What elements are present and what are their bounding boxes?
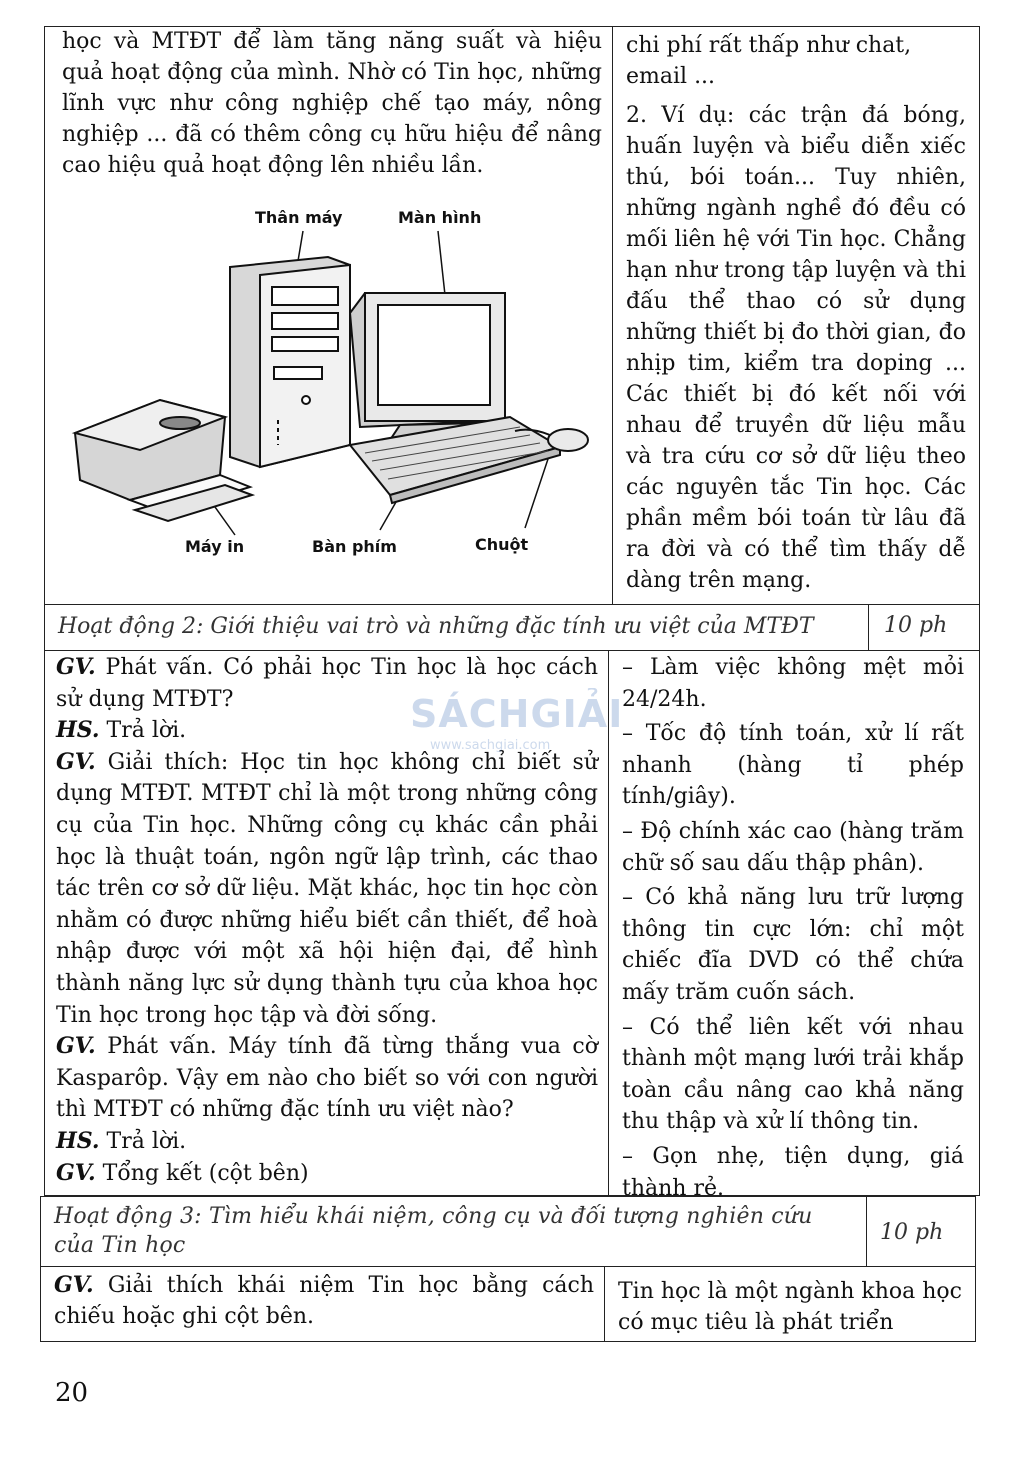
dialogue-line xyxy=(56,1158,598,1190)
feature-item: – Có thể liên kết với nhau thành một mạng lưới trải khắp toàn cầu nâng cao khả năng thu thập và xử lí thông tin. xyxy=(622,1014,964,1135)
watermark xyxy=(410,692,624,753)
row-divider-activity2-bottom xyxy=(44,650,980,651)
activity2-duration: 10 ph xyxy=(884,613,948,638)
activity3-left-column xyxy=(54,1270,594,1332)
watermark-brand: SÁCHGIẢI xyxy=(410,692,624,736)
speaker: HS. xyxy=(56,1127,100,1154)
row-divider-activity3 xyxy=(40,1266,976,1267)
dialogue-text: Trả lời. xyxy=(99,718,187,744)
activity2-title: Hoạt động 2: Giới thiệu vai trò và những đặc tính ưu việt của MTĐT xyxy=(58,614,814,639)
duration-divider-activity3 xyxy=(866,1196,867,1266)
right-text-1: chi phí rất thấp như chat, email ... xyxy=(626,33,912,89)
row-divider-activity2-top xyxy=(44,604,980,605)
watermark-url: www.sachgiai.com xyxy=(430,738,551,753)
right-text-2: 2. Ví dụ: các trận đá bóng, huấn luyện và biểu diễn xiếc thú, bói toán... Tuy nhiên, những ngành nghề đó đều có mối liên hệ với Tin học. Chẳng hạn như trong tập luyện và thi đấu thể thao có sử dụng những thiết bị đo thời gian, đo nhịp tim, kiểm tra doping ... Các thiết bị đó kết nối với nhau để truyền dữ liệu mẫu và tra cứu cơ sở dữ liệu theo các nguyên tắc Tin học. Các phần mềm bói toán từ lâu đã ra đời và có thể tìm thấy dễ dàng trên mạng. xyxy=(626,103,966,593)
dialogue-line xyxy=(56,1126,598,1158)
printer-icon xyxy=(75,400,252,521)
dialogue-text: Phát vấn. Có phải học Tin học là học cách sử dụng MTĐT? xyxy=(56,655,598,712)
feature-item: – Có khả năng lưu trữ lượng thông tin cực lớn: chỉ một chiếc đĩa DVD có thể chứa mấy trăm cuốn sách. xyxy=(622,885,964,1005)
label-printer: Máy in xyxy=(185,537,245,556)
top-right-paragraph xyxy=(626,30,966,596)
label-case: Thân máy xyxy=(255,208,343,227)
activity3-duration: 10 ph xyxy=(880,1220,944,1245)
feature-item: – Độ chính xác cao (hàng trăm chữ số sau dấu thập phân). xyxy=(622,818,964,876)
computer-system-figure xyxy=(60,195,600,595)
label-monitor: Màn hình xyxy=(398,208,482,227)
speaker: GV. xyxy=(56,1033,96,1060)
label-keyboard: Bàn phím xyxy=(312,537,397,556)
definition-text: Tin học là một ngành khoa học có mục tiêu là phát triển xyxy=(618,1279,962,1335)
dialogue-text: Phát vấn. Máy tính đã từng thắng vua cờ Kasparôp. Vậy em nào cho biết so với con người thì MTĐT có những đặc tính ưu việt nào? xyxy=(56,1034,598,1123)
dialogue-text: Giải thích khái niệm Tin học bằng cách chiếu hoặc ghi cột bên. xyxy=(54,1273,594,1329)
speaker: GV. xyxy=(56,1159,96,1186)
monitor-icon xyxy=(350,293,505,440)
dialogue-line xyxy=(56,1031,598,1126)
speaker: GV. xyxy=(56,654,96,680)
intro-text: học và MTĐT để làm tăng năng suất và hiệu quả hoạt động của mình. Nhờ có Tin học, những lĩnh vực như công nghiệp chế tạo máy, nông nghiệp ... đã có thêm công cụ hữu hiệu để nâng cao hiệu quả hoạt động lên nhiều lần. xyxy=(62,29,602,178)
dialogue-text: Tổng kết (cột bên) xyxy=(95,1160,309,1186)
dialogue-text: Trả lời. xyxy=(99,1128,187,1154)
feature-item: – Gọn nhẹ, tiện dụng, giá thành rẻ. xyxy=(622,1143,964,1201)
column-divider-activity3 xyxy=(604,1266,605,1342)
computer-case-icon xyxy=(230,257,350,467)
dialogue-line xyxy=(56,747,598,1031)
column-divider-top xyxy=(612,26,613,604)
duration-divider-activity2 xyxy=(868,604,869,650)
feature-item: – Làm việc không mệt mỏi 24/24h. xyxy=(622,655,964,712)
feature-item: – Tốc độ tính toán, xử lí rất nhanh (hàng tỉ phép tính/giây). xyxy=(622,721,964,810)
speaker: GV. xyxy=(56,748,96,775)
speaker: HS. xyxy=(56,717,100,744)
activity3-right-column xyxy=(618,1276,962,1338)
top-left-paragraph xyxy=(62,26,602,181)
activity3-title: Hoạt động 3: Tìm hiểu khái niệm, công cụ và đối tượng nghiên cứu của Tin học xyxy=(54,1204,813,1258)
activity2-right-column xyxy=(622,652,964,1204)
speaker: GV. xyxy=(54,1272,94,1298)
dialogue-text: Giải thích: Học tin học không chỉ biết sử dụng MTĐT. MTĐT chỉ là một trong những công cụ của Tin học. Những công cụ khác cần phải học là thuật toán, ngôn ngữ lập trình, các thao tác trên cơ sở dữ liệu. Mặt khác, học tin học còn nhằm có được những hiểu biết cần thiết, để hoà nhập được với một xã hội hiện đại, để hình thành năng lực sử dụng thành tựu của khoa học Tin học trong học tập và đời sống. xyxy=(56,749,598,1028)
label-mouse: Chuột xyxy=(475,535,529,554)
dialogue-line xyxy=(54,1270,594,1332)
page-number: 20 xyxy=(55,1378,89,1408)
